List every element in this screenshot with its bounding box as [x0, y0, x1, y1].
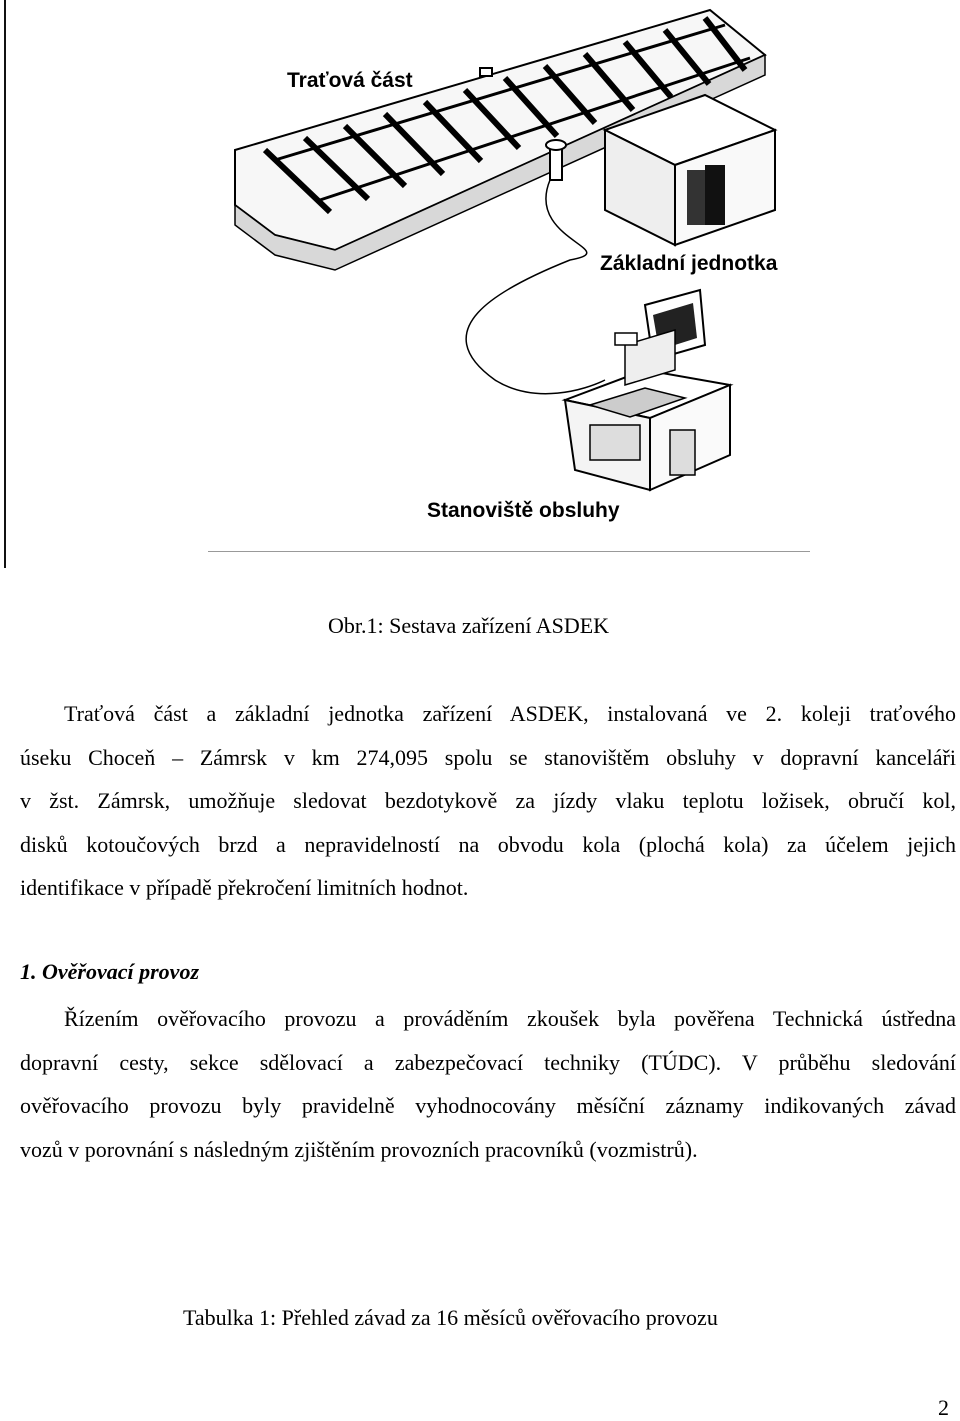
paragraph-line: Řízením ověřovacího provozu a prováděním zkoušek byla pověřena Technická ústředna: [64, 1006, 956, 1031]
figure-rule: [208, 551, 810, 552]
cabinet-door: [705, 165, 725, 225]
paragraph-line: identifikace v případě překročení limitních hodnot.: [20, 875, 469, 900]
cable: [466, 180, 605, 394]
asdek-figure: [205, 0, 815, 555]
paragraph-1: [20, 692, 956, 910]
phone: [615, 333, 637, 345]
sensor-head: [546, 140, 566, 150]
paragraph-2: [20, 997, 956, 1171]
rail-sensor: [480, 68, 492, 76]
section-heading: 1. Ověřovací provoz: [20, 959, 200, 984]
figure-caption: Obr.1: Sestava zařízení ASDEK: [328, 613, 610, 638]
paragraph-line: vozů v porovnání s následným zjištěním provozních pracovníků (vozmistrů).: [20, 1136, 698, 1162]
label-base-unit: Základní jednotka: [600, 252, 778, 275]
paragraph-line: Traťová část a základní jednotka zařízení ASDEK, instalovaná ve 2. koleji traťového: [64, 701, 956, 726]
paragraph-line: úseku Choceň – Zámrsk v km 274,095 spolu se stanovištěm obsluhy v dopravní kanceláři: [20, 744, 956, 770]
pc-unit: [590, 425, 640, 460]
table-caption: Tabulka 1: Přehled závad za 16 měsíců ověřovacího provozu: [183, 1305, 718, 1330]
page-number: 2: [938, 1395, 949, 1420]
paragraph-line: ověřovacího provozu byly pravidelně vyhodnocovány měsíční záznamy indikovaných závad: [20, 1093, 956, 1118]
label-operator-station: Stanoviště obsluhy: [427, 499, 620, 522]
paragraph-line: v žst. Zámrsk, umožňuje sledovat bezdotykově za jízdy vlaku teplotu ložisek, obručí kol,: [20, 788, 956, 813]
paragraph-line: dopravní cesty, sekce sdělovací a zabezpečovací techniky (TÚDC). V průběhu sledování: [20, 1049, 956, 1075]
label-track: Traťová část: [287, 69, 413, 92]
pc-tower: [670, 430, 695, 475]
paragraph-line: disků kotoučových brzd a nepravidelností na obvodu kola (plochá kola) za účelem jejich: [20, 831, 956, 857]
margin-line: [4, 0, 6, 568]
asdek-illustration: [205, 0, 815, 555]
